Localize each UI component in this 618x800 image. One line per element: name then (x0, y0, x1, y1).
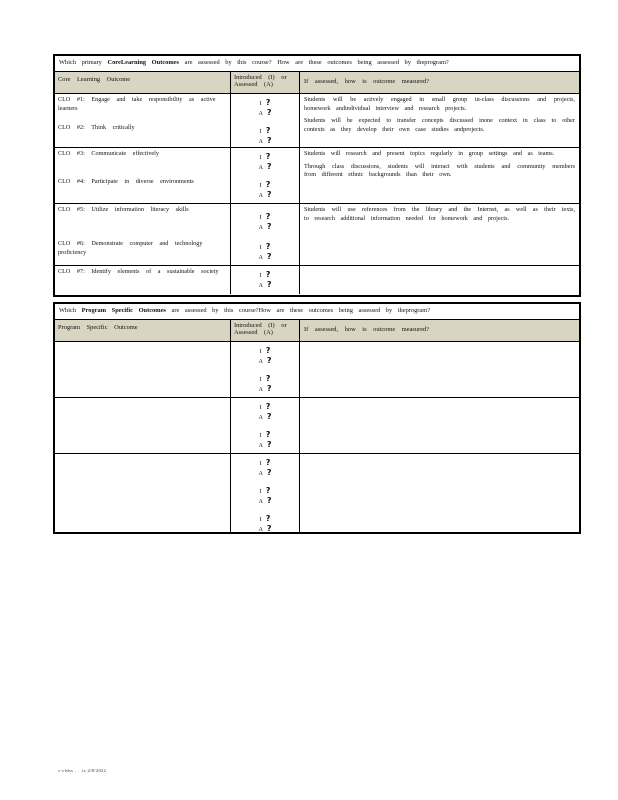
measured-cell[interactable] (300, 454, 579, 534)
answer-3[interactable]: Students will research and present topics regularly in group settings and as teams. (304, 150, 555, 157)
ia-selector[interactable]: I ? A ? (258, 458, 272, 478)
col-header-ia: Introduced (I) or Assessed (A) (231, 320, 300, 341)
table-row (55, 342, 579, 398)
answer-4[interactable]: Through class discussions, students will interact with students and community members from different ethnic backgrounds than their own. (304, 162, 575, 179)
col-header-ia: Introduced (I) or Assessed (A) (231, 72, 300, 93)
clo-3: CLO #3: Communicate effectively (58, 150, 159, 157)
col-header-program-outcome: Program Specific Outcome (55, 320, 231, 341)
ia-selector[interactable]: I ? A ? (258, 242, 272, 262)
col-header-measured: If assessed, how is outcome measured? (304, 326, 430, 333)
ia-selector[interactable]: I ? A ? (258, 486, 272, 506)
table-row (55, 454, 579, 534)
ia-selector[interactable]: I ? A ? (258, 346, 272, 366)
program-outcomes-table (53, 302, 581, 534)
clo-2: CLO #2: Think critically (58, 124, 135, 131)
clo-6: CLO #6: Demonstrate computer and technology proficiency (58, 240, 203, 256)
core-header-row (55, 72, 579, 94)
core-question-bold: Outcomes (151, 59, 180, 66)
clo-7: CLO #7: Identify elements of a sustainable society (58, 268, 219, 275)
core-question (55, 56, 579, 72)
ia-selector[interactable]: I ? A ? (258, 98, 272, 118)
table-row (55, 266, 579, 294)
ia-selector[interactable]: I ? A ? (258, 374, 272, 394)
clo-5: CLO #5: Utilize information literacy skills (58, 206, 189, 213)
program-question: Which Program Specific Outcomes are assessed by this course?How are these outcomes being assessed by theprogram? (55, 304, 579, 320)
answer-5[interactable]: Students will use references from the library and the Internet, as well as their texts, to research additional information needed for homework and projects. (304, 206, 575, 222)
ia-selector[interactable]: I ? A ? (258, 402, 272, 422)
ia-selector[interactable]: I ? A ? (258, 180, 272, 200)
table-row (55, 398, 579, 454)
footer-text: c-cfdss . . .ts 2/8/2022 (58, 768, 107, 773)
clo-1: CLO #1: Engage and take responsibility as active learners (58, 96, 216, 112)
program-outcome-cell[interactable] (55, 454, 231, 534)
ia-selector[interactable]: I ? A ? (258, 514, 272, 534)
answer-2[interactable]: Students will be expected to transfer concepts discussed inone context in class to other contexts as they develop their own case studies andprojects. (304, 117, 575, 133)
ia-selector[interactable]: I ? A ? (258, 152, 272, 172)
core-question-bold: CoreLearning (107, 59, 147, 66)
ia-selector[interactable]: I ? A ? (258, 430, 272, 450)
table-row (55, 204, 579, 266)
ia-selector[interactable]: I ? A ? (258, 212, 272, 232)
program-header-row (55, 320, 579, 342)
program-outcome-cell[interactable] (55, 342, 231, 397)
table-row (55, 94, 579, 148)
program-outcome-cell[interactable] (55, 398, 231, 453)
core-outcomes-table (53, 54, 581, 297)
measured-cell[interactable] (300, 342, 579, 397)
answer-empty[interactable] (300, 266, 579, 294)
table-row (55, 148, 579, 204)
clo-4: CLO #4: Participate in diverse environments (58, 178, 194, 185)
answer-1[interactable]: Students will be actively engaged in small group in-class discussions and projects, homework andindividual interview and research projects. (304, 96, 575, 112)
ia-selector[interactable]: I ? A ? (258, 126, 272, 146)
col-header-measured: If assessed, how is outcome measured? (304, 78, 430, 85)
core-question-text: are assessed by this course? How are these outcomes being assessed by theprogram? (184, 59, 449, 66)
col-header-outcome: Core Learning Outcome (55, 72, 231, 93)
core-question-text: Which primary (59, 59, 102, 66)
measured-cell[interactable] (300, 398, 579, 453)
ia-selector[interactable]: I ? A ? (258, 270, 272, 290)
